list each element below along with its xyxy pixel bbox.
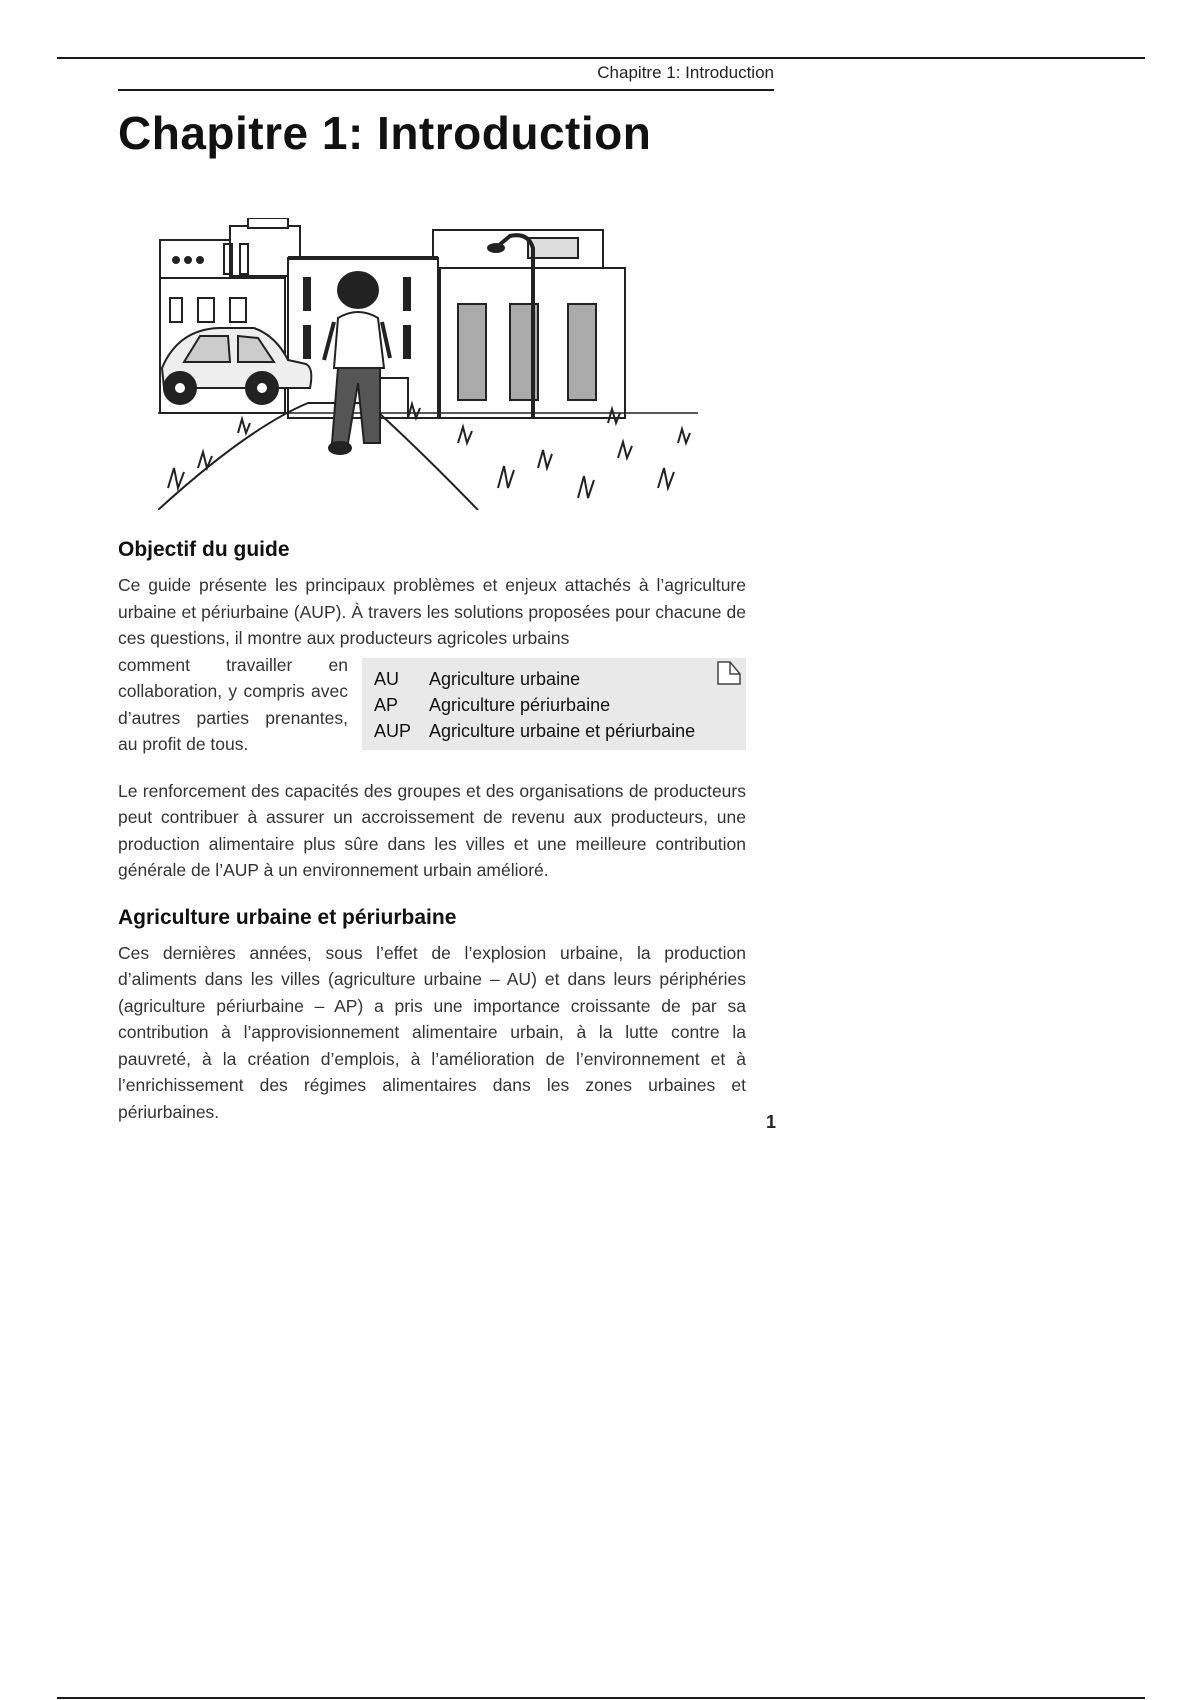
paragraph-objectif-2: Le renforcement des capacités des groupes et des organisations de producteurs peut contribuer à assurer un accroissement de revenu aux producteurs, une production alimentaire plus sûre dans les villes et une meilleure contribution générale de l’AUP à un environnement urbain amélioré. [118,780,746,880]
city-farm-illustration [158,218,698,510]
abbreviation-box [362,658,746,750]
chapter-title: Chapitre 1: Introduction [118,107,652,159]
running-header: Chapitre 1: Introduction [118,62,774,91]
abbreviation-meaning: Agriculture urbaine [429,668,581,689]
paragraph-objectif-1-end: comment travailler en collaboration, y compris avec d’autres parties prenantes, au profit de tous. [118,654,348,754]
page-number: 1 [766,1112,777,1132]
paragraph-aup: Ces dernières années, sous l’effet de l’explosion urbaine, la production d’aliments dans les villes (agriculture urbaine – AU) et dans leurs périphéries (agriculture périurbaine – AP) a pris une importance croissante de par sa contribution à l’approvisionnement alimentaire urbain, à la lutte contre la pauvreté, à la création d’emplois, à l’amélioration de l’environnement et à l’enrichissement des régimes alimentaires dans les zones urbaines et périurbaines. [118,942,746,1122]
section-heading-objectif: Objectif du guide [118,538,290,561]
abbreviation-row [374,666,734,692]
abbreviation-meaning: Agriculture périurbaine [429,694,611,715]
top-rule [57,57,1145,59]
bottom-rule [57,1697,1145,1699]
abbreviation-code: AU [374,668,400,689]
abbreviation-row [374,692,734,718]
abbreviation-code: AUP [374,720,412,741]
paragraph-objectif-1: Ce guide présente les principaux problèmes et enjeux attachés à l’agriculture urbaine et périurbaine (AUP). À travers les solutions proposées pour chacune de ces questions, il montre aux producteurs agricoles urbains [118,575,746,648]
abbreviation-row [374,718,734,744]
section-heading-aup: Agriculture urbaine et périurbaine [118,905,457,929]
page-corner-icon [714,660,742,686]
abbreviation-code: AP [374,694,399,715]
abbreviation-meaning: Agriculture urbaine et périurbaine [429,720,696,741]
intro-row [118,652,746,758]
content-column [118,536,746,1125]
